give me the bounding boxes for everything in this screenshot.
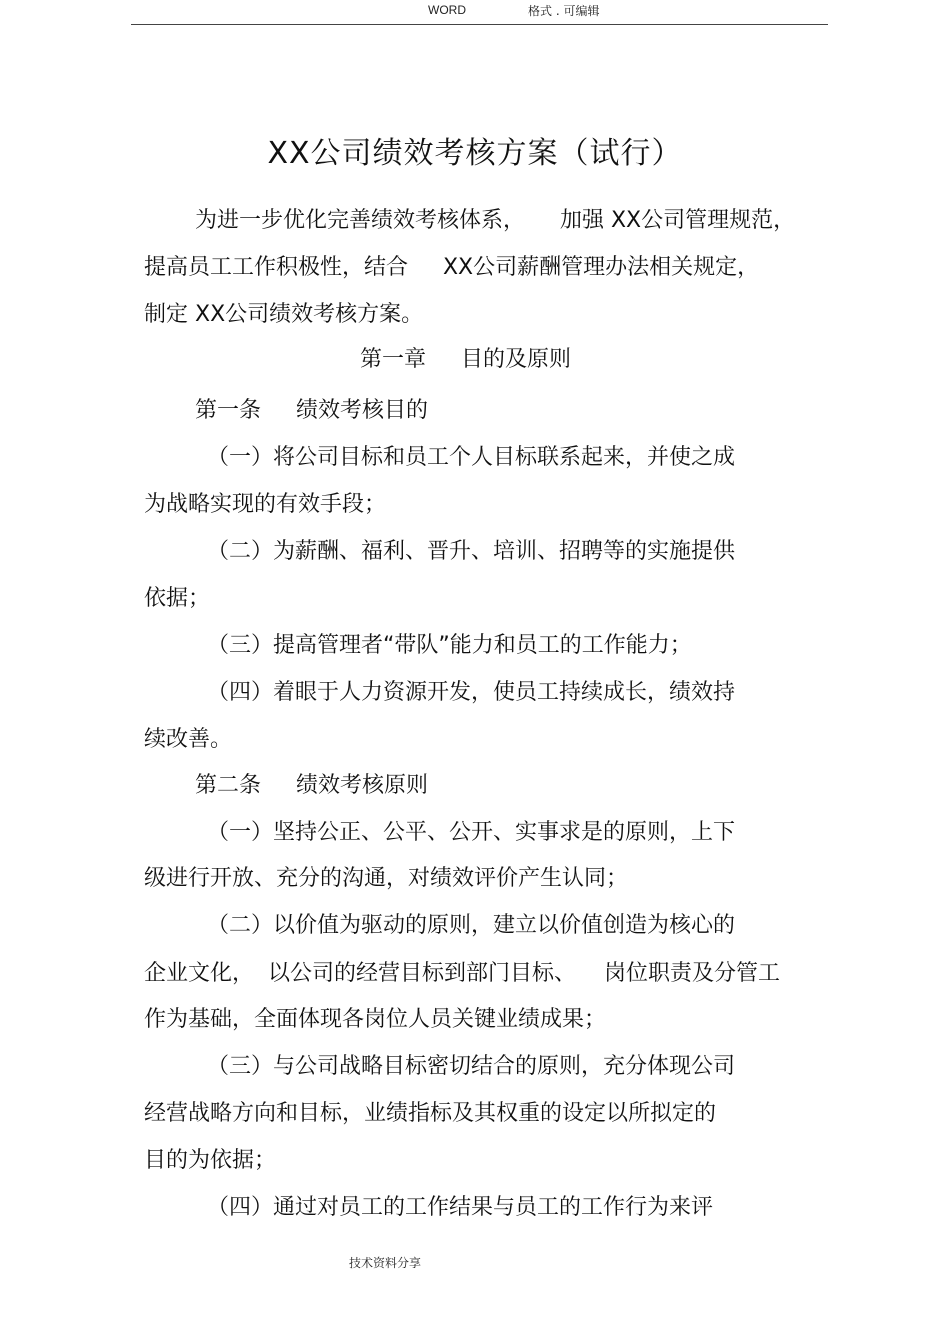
paragraph-line: （二）以价值为驱动的原则，建立以价值创造为核心的 [207, 913, 736, 938]
paragraph-line: （一）将公司目标和员工个人目标联系起来，并使之成 [207, 445, 736, 470]
intro-line-3: 制定 XX公司绩效考核方案。 [144, 302, 424, 327]
intro-line-1: 为进一步优化完善绩效考核体系， 加强 XX公司管理规范， [195, 208, 796, 233]
paragraph-line: 企业文化， 以公司的经营目标到部门目标、 岗位职责及分管工 [144, 961, 780, 986]
paragraph-line: 级进行开放、充分的沟通，对绩效评价产生认同； [144, 866, 629, 891]
paragraph-line: 作为基础，全面体现各岗位人员关键业绩成果； [144, 1007, 607, 1032]
paragraph-line: 目的为依据； [144, 1148, 277, 1173]
header-format-label: WORD [428, 3, 466, 17]
document-title: XX公司绩效考核方案（试行） [267, 136, 683, 171]
article-2-heading: 第二条 绩效考核原则 [195, 773, 428, 798]
intro-line-2: 提高员工工作积极性，结合 XX公司薪酬管理办法相关规定， [144, 255, 760, 280]
paragraph-line: （三）提高管理者“带队”能力和员工的工作能力； [207, 633, 692, 658]
article-1-heading: 第一条 绩效考核目的 [195, 398, 428, 423]
paragraph-line: （四）通过对员工的工作结果与员工的工作行为来评 [207, 1195, 714, 1220]
page-footer: 技术资料分享 [349, 1256, 422, 1270]
paragraph-line: 为战略实现的有效手段； [144, 492, 387, 517]
paragraph-line: 经营战略方向和目标，业绩指标及其权重的设定以所拟定的 [144, 1101, 717, 1126]
chapter-heading: 第一章 目的及原则 [360, 347, 571, 372]
paragraph-line: （三）与公司战略目标密切结合的原则，充分体现公司 [207, 1054, 736, 1079]
paragraph-line: （二）为薪酬、福利、晋升、培训、招聘等的实施提供 [207, 539, 736, 564]
paragraph-line: 续改善。 [144, 727, 233, 752]
paragraph-line: 依据； [144, 586, 211, 611]
page-header [131, 0, 828, 25]
paragraph-line: （四）着眼于人力资源开发，使员工持续成长，绩效持 [207, 680, 736, 705]
header-editable-label: 格式 . 可编辑 [528, 4, 600, 18]
paragraph-line: （一）坚持公正、公平、公开、实事求是的原则，上下 [207, 820, 736, 845]
